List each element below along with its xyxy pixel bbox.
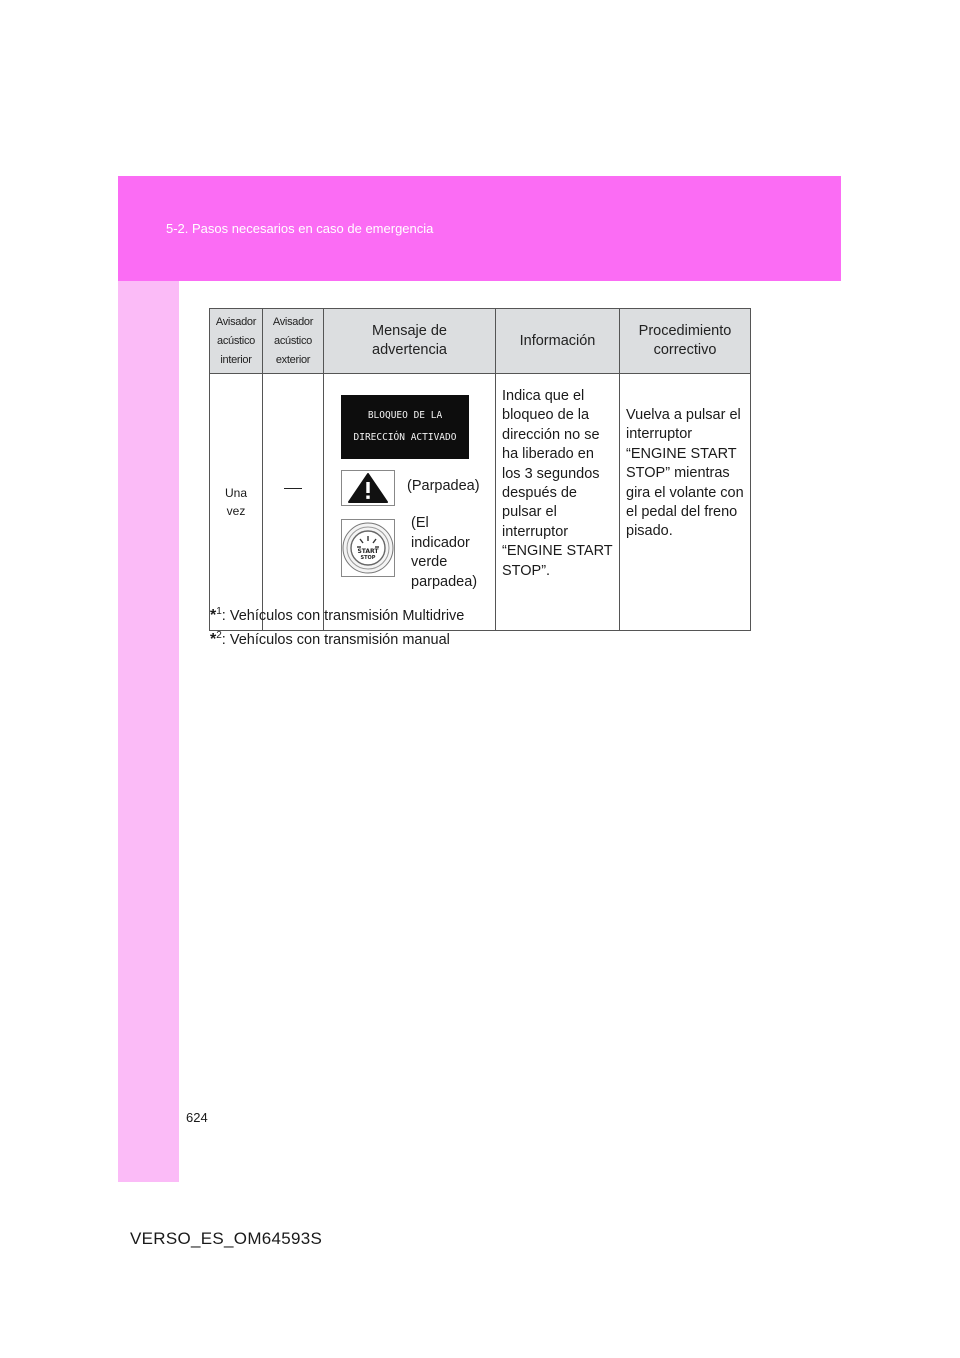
- information-cell: Indica que el bloqueo de la dirección no se ha liberado en los 3 segundos después de pulsar el interruptor “ENGINE START STOP”.: [496, 374, 620, 631]
- table-header-row: [210, 309, 751, 374]
- flash-note: (Parpadea): [407, 478, 480, 494]
- footnote-1: *$^1$: Vehículos con transmisión Multidrive: [210, 606, 465, 624]
- lcd-line-2: DIRECCIÓN ACTIVADO: [353, 432, 457, 443]
- lcd-line-1: BLOQUEO DE LA: [367, 410, 443, 421]
- table-row: [210, 374, 751, 631]
- exterior-buzzer-cell: [263, 374, 324, 631]
- svg-text:STOP: STOP: [360, 555, 376, 561]
- green-indicator-note: (El indicador verde parpadea): [411, 515, 478, 590]
- footnotes: [210, 602, 464, 651]
- start-stop-button-icon: [341, 519, 395, 577]
- side-strip: [118, 281, 179, 1182]
- header-warning-message: Mensaje de advertencia: [324, 309, 496, 374]
- none-dash: [284, 488, 302, 489]
- footnote-2: *$^2$: Vehículos con transmisión manual: [210, 630, 450, 649]
- corrective-procedure-cell: Vuelva a pulsar el interruptor “ENGINE START STOP” mientras gira el volante con el pedal del freno pisado.: [620, 374, 751, 631]
- warning-message-cell: [324, 374, 496, 631]
- svg-text:START: START: [357, 548, 379, 555]
- header-interior-buzzer: Avisador acústico interior: [210, 309, 263, 374]
- header-information: Información: [496, 309, 620, 374]
- warning-triangle-icon: [341, 470, 395, 506]
- lcd-message-display: [341, 395, 469, 459]
- header-exterior-buzzer: Avisador acústico exterior: [263, 309, 324, 374]
- warning-table: [209, 308, 751, 631]
- section-title: 5-2. Pasos necesarios en caso de emergencia: [166, 221, 434, 236]
- page-number: 624: [186, 1110, 208, 1125]
- interior-buzzer-cell: Una vez: [210, 374, 263, 631]
- header-corrective-procedure: Procedimiento correctivo: [620, 309, 751, 374]
- document-code: VERSO_ES_OM64593S: [130, 1229, 323, 1248]
